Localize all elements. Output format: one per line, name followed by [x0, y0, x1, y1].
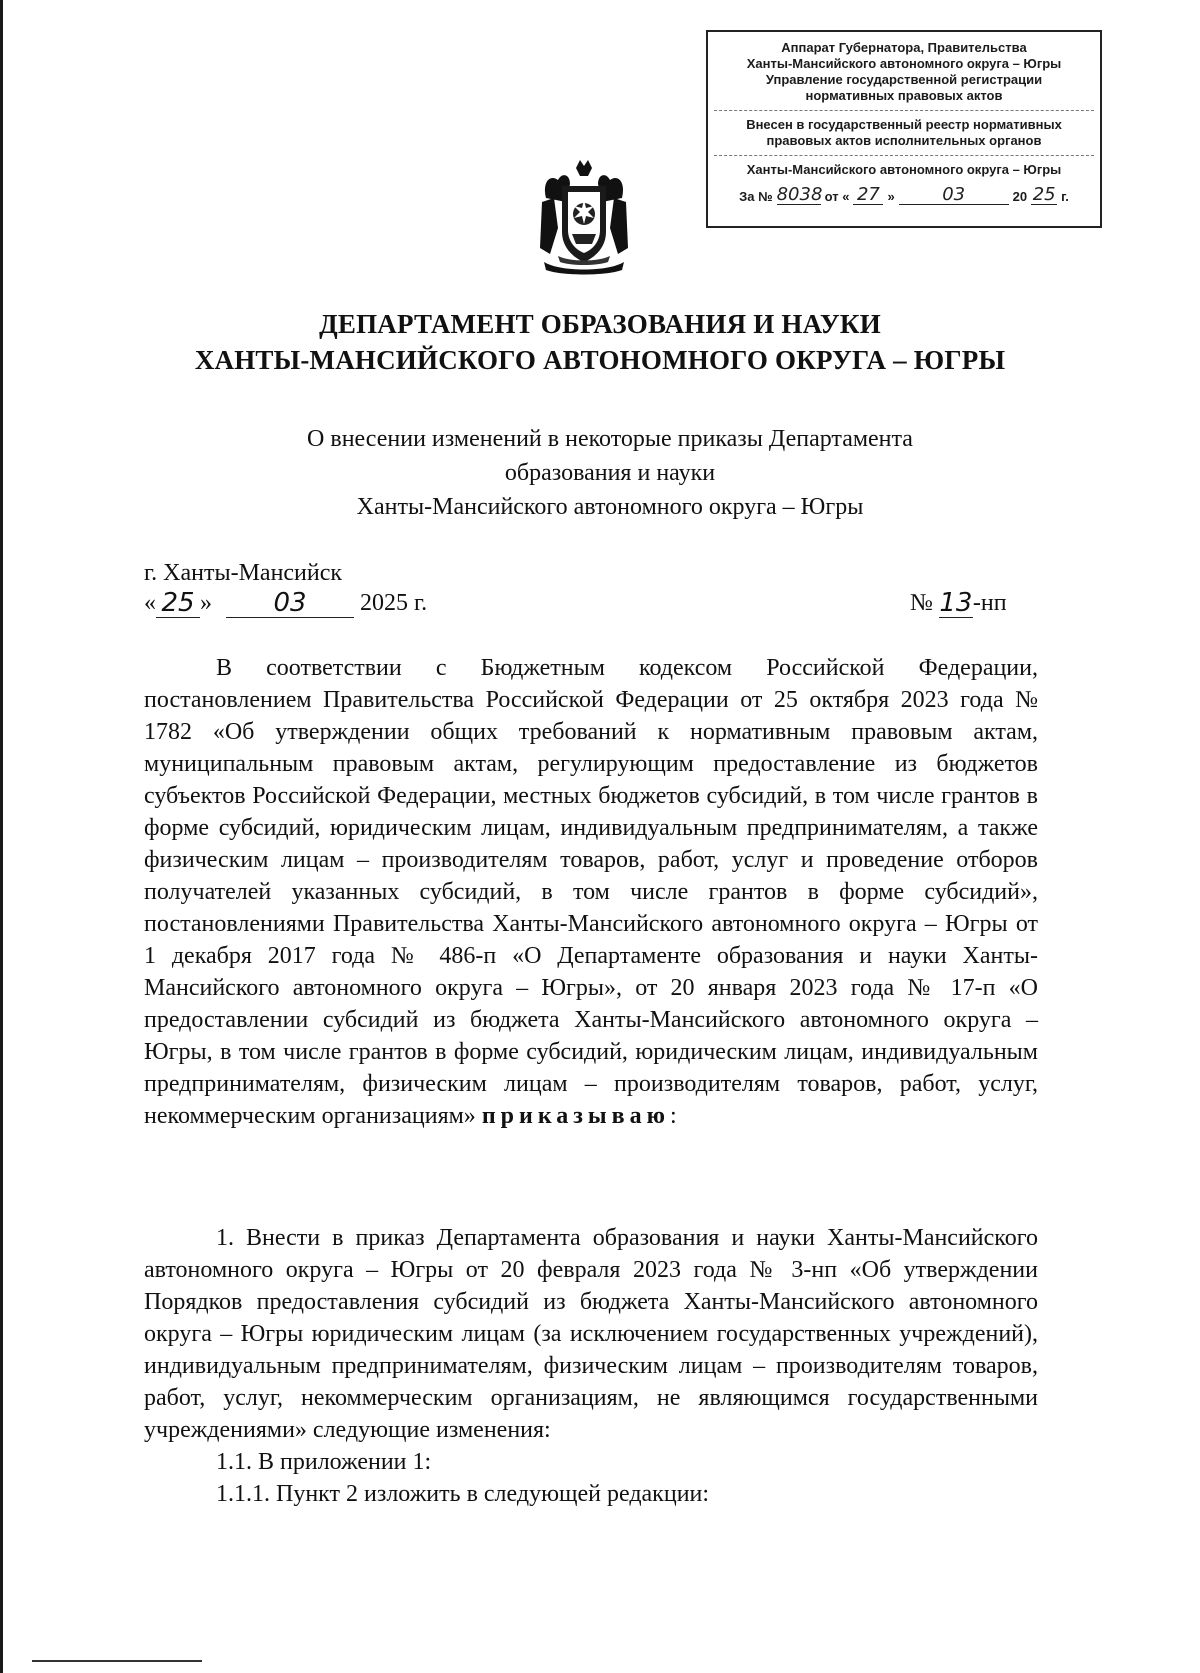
subject-line: образования и науки [504, 460, 716, 486]
stamp-reg-month: 03 [899, 186, 1009, 205]
subject-line: Ханты-Мансийского автономного округа – Югры [356, 494, 864, 520]
preamble-colon: : [669, 1103, 677, 1129]
stamp-authority [708, 40, 1100, 104]
stamp-reg-year-prefix: 20 [1012, 189, 1028, 204]
subject-line: О внесении изменений в некоторые приказы Департамента [307, 426, 913, 452]
document-subject [160, 422, 1060, 524]
stamp-reg-prefix: За № [739, 189, 773, 204]
date-day: 25 [156, 589, 200, 618]
stamp-registry-line: Внесен в государственный реестр нормативных [746, 117, 1062, 132]
item-1-paragraph: 1. Внести в приказ Департамента образования и науки Ханты-Мансийского автономного округа – Югры от 20 февраля 2023 года № 3-нп «Об утверждении Порядков предоставления субсидий из бюджета Ханты-Мансийского автономного округа – Югры юридическим лицам (за исключением государственных учреждений), индивидуальным предпринимателям, физическим лицам – производителям товаров, работ, услуг, некоммерческим организациям, не являющимся государственными учреждениями» следующие изменения: [144, 1225, 1038, 1443]
stamp-divider [714, 155, 1094, 156]
coat-of-arms-icon [536, 158, 632, 278]
stamp-authority-line: Ханты-Мансийского автономного округа – Югры [746, 56, 1062, 71]
stamp-authority-line: Управление государственной регистрации [765, 72, 1043, 87]
sub-item-1-1-1: 1.1.1. Пункт 2 изложить в следующей редакции: [216, 1481, 710, 1507]
date-open-quote: « [144, 590, 156, 616]
order-word: приказываю [481, 1103, 670, 1129]
number-prefix: № [910, 590, 933, 616]
number-value: 13 [939, 588, 973, 618]
stamp-reg-day: 27 [853, 186, 883, 205]
stamp-registry [708, 117, 1100, 149]
date-close-quote: » [200, 590, 212, 616]
stamp-reg-date-word: от « [824, 189, 850, 204]
document-number [910, 588, 1007, 618]
document-date [144, 588, 427, 618]
date-month: 03 [226, 589, 354, 618]
sub-item-1-1: 1.1. В приложении 1: [216, 1449, 432, 1475]
stamp-reg-year-unit: г. [1061, 189, 1069, 204]
department-title-line: ХАНТЫ-МАНСИЙСКОГО АВТОНОМНОГО ОКРУГА – ЮГРЫ [194, 345, 1006, 375]
stamp-registration-row [708, 186, 1100, 205]
registration-stamp [706, 30, 1102, 228]
date-year: 2025 г. [360, 590, 428, 616]
stamp-divider [714, 110, 1094, 111]
scan-edge-bottom [32, 1660, 202, 1662]
stamp-authority-line: нормативных правовых актов [805, 88, 1003, 103]
preamble-text: В соответствии с Бюджетным кодексом Российской Федерации, постановлением Правительства Российской Федерации от 25 октября 2023 года № 1782 «Об утверждении общих требований к нормативным правовым актам, муниципальным правовым актам, регулирующим предоставление из бюджетов субъектов Российской Федерации, местных бюджетов субсидий, в том числе грантов в форме субсидий, юридическим лицам, индивидуальным предпринимателям, а также физическим лицам – производителям товаров, работ, услуг и проведение отборов получателей указанных субсидий, в том числе грантов в форме субсидий», постановлениями Правительства Ханты-Мансийского автономного округа – Югры от 1 декабря 2017 года № 486-п «О Департаменте образования и науки Ханты-Мансийского автономного округа – Югры», от 20 января 2023 года № 17-п «О предоставлении субсидий из бюджета Ханты-Мансийского автономного округа – Югры, в том числе грантов в форме субсидий, юридическим лицам, индивидуальным предпринимателям, физическим лицам – производителям товаров, работ, услуг, некоммерческим организациям» [144, 655, 1038, 1129]
stamp-region: Ханты-Мансийского автономного округа – Югры [746, 162, 1062, 177]
stamp-reg-number: 8038 [776, 184, 823, 205]
department-title-line: ДЕПАРТАМЕНТ ОБРАЗОВАНИЯ И НАУКИ [319, 309, 881, 339]
document-place: г. Ханты-Мансийск [144, 560, 343, 586]
stamp-registry-line: правовых актов исполнительных органов [766, 133, 1042, 148]
preamble-paragraph [144, 652, 1038, 1132]
number-suffix: -нп [972, 590, 1007, 616]
scan-edge-left [0, 0, 3, 1673]
stamp-authority-line: Аппарат Губернатора, Правительства [781, 40, 1027, 55]
stamp-reg-quote-close: » [887, 189, 895, 204]
department-title [0, 306, 1200, 378]
stamp-reg-year-suffix: 25 [1032, 184, 1056, 205]
